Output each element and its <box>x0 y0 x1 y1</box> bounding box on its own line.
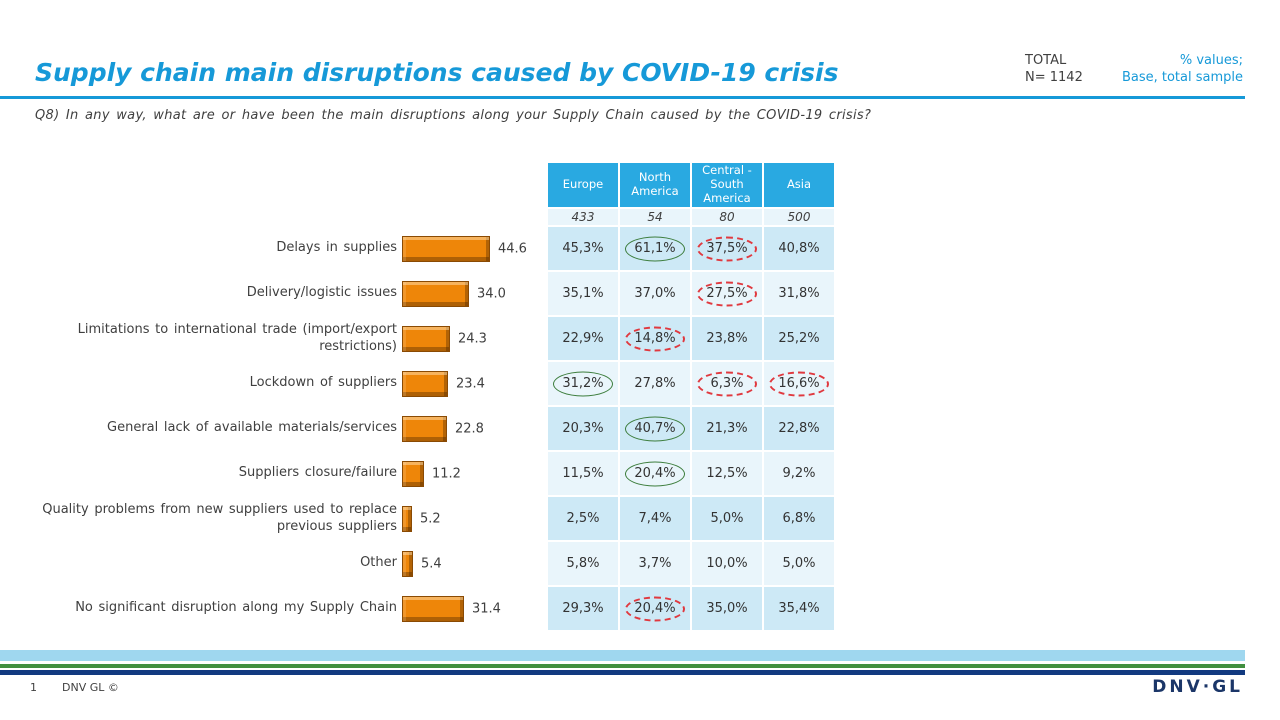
table-cell <box>764 272 834 315</box>
table-base-cell: 433 <box>548 209 618 225</box>
category-label: Limitations to international trade (import/export restrictions) <box>77 322 397 354</box>
table-cell-value: 11,5% <box>562 466 604 481</box>
table-cell <box>764 587 834 630</box>
table-cell <box>548 587 618 630</box>
table-cell-value: 31,2% <box>562 376 604 391</box>
copyright-text: DNV GL © <box>62 681 119 694</box>
question-text: Q8) In any way, what are or have been the main disruptions along your Supply Chain caused by the COVID-19 crisis? <box>35 108 872 123</box>
total-block <box>1025 53 1083 87</box>
footer-stripe-green <box>0 664 1245 668</box>
table-cell <box>548 407 618 450</box>
table-cell-value: 23,8% <box>706 331 748 346</box>
table-cell-value: 9,2% <box>782 466 816 481</box>
bar <box>402 236 490 262</box>
chart-table-row <box>0 452 1280 495</box>
table-cell-value: 22,9% <box>562 331 604 346</box>
chart-table-row <box>0 497 1280 540</box>
table-cell-value: 5,0% <box>710 511 744 526</box>
table-cell <box>620 272 690 315</box>
bar-value-label: 23.4 <box>456 376 485 391</box>
table-cell-value: 2,5% <box>566 511 600 526</box>
bar <box>402 326 450 352</box>
table-cell <box>620 317 690 360</box>
table-cell-value: 5,8% <box>566 556 600 571</box>
chart-table-row <box>0 227 1280 270</box>
table-column-header: Asia <box>764 163 834 207</box>
table-cell <box>692 542 762 585</box>
chart-table-row <box>0 407 1280 450</box>
table-cell <box>620 407 690 450</box>
bar <box>402 596 464 622</box>
table-cell-value: 20,4% <box>634 601 676 616</box>
table-cell-value: 31,8% <box>778 286 820 301</box>
category-label: Delays in supplies <box>276 240 397 256</box>
table-column-header: Europe <box>548 163 618 207</box>
table-cell <box>548 362 618 405</box>
table-cell <box>692 452 762 495</box>
bar-value-label: 24.3 <box>458 331 487 346</box>
table-cell <box>620 587 690 630</box>
bar-value-label: 5.2 <box>420 511 441 526</box>
category-label: Suppliers closure/failure <box>238 465 397 481</box>
note-line-1: % values; <box>1179 53 1243 68</box>
table-cell <box>692 587 762 630</box>
category-label: Delivery/logistic issues <box>246 285 397 301</box>
table-cell <box>764 317 834 360</box>
table-cell <box>548 452 618 495</box>
title-underline <box>0 96 1245 99</box>
chart-table-row <box>0 587 1280 630</box>
bar-value-label: 34.0 <box>477 286 506 301</box>
table-cell-value: 29,3% <box>562 601 604 616</box>
chart-table-row <box>0 362 1280 405</box>
bar-value-label: 5.4 <box>421 556 442 571</box>
footer-stripe-lightblue <box>0 650 1245 661</box>
table-column-header: Central - South America <box>692 163 762 207</box>
table-base-cell: 54 <box>620 209 690 225</box>
table-cell-value: 27,5% <box>706 286 748 301</box>
table-cell <box>764 497 834 540</box>
chart-table-row <box>0 542 1280 585</box>
table-cell-value: 20,3% <box>562 421 604 436</box>
bar <box>402 371 448 397</box>
bar-value-label: 11.2 <box>432 466 461 481</box>
table-cell-value: 6,8% <box>782 511 816 526</box>
table-cell <box>692 362 762 405</box>
dnv-gl-logo: DNV·GL <box>1152 677 1243 697</box>
table-cell <box>548 542 618 585</box>
bar <box>402 551 413 577</box>
table-cell-value: 61,1% <box>634 241 676 256</box>
table-cell <box>620 227 690 270</box>
category-label: Other <box>360 555 397 571</box>
table-cell <box>764 542 834 585</box>
category-label: Quality problems from new suppliers used to replace previous suppliers <box>42 502 397 534</box>
table-cell <box>692 497 762 540</box>
table-cell-value: 21,3% <box>706 421 748 436</box>
bar <box>402 506 412 532</box>
total-label: TOTAL <box>1025 53 1067 68</box>
table-cell <box>620 362 690 405</box>
table-cell <box>548 227 618 270</box>
table-cell-value: 22,8% <box>778 421 820 436</box>
table-base-cell: 500 <box>764 209 834 225</box>
table-cell <box>620 452 690 495</box>
table-cell <box>548 272 618 315</box>
bar <box>402 416 447 442</box>
page-number: 1 <box>30 681 37 694</box>
table-cell-value: 35,4% <box>778 601 820 616</box>
table-cell <box>548 317 618 360</box>
table-cell-value: 14,8% <box>634 331 676 346</box>
bar-value-label: 22.8 <box>455 421 484 436</box>
table-base-cell: 80 <box>692 209 762 225</box>
table-cell <box>764 227 834 270</box>
table-cell-value: 37,5% <box>706 241 748 256</box>
table-cell-value: 40,8% <box>778 241 820 256</box>
table-cell <box>692 272 762 315</box>
table-cell <box>764 452 834 495</box>
table-cell-value: 35,0% <box>706 601 748 616</box>
table-cell <box>620 542 690 585</box>
table-cell-value: 10,0% <box>706 556 748 571</box>
table-cell <box>764 407 834 450</box>
table-cell-value: 5,0% <box>782 556 816 571</box>
bar <box>402 461 424 487</box>
table-cell-value: 16,6% <box>778 376 820 391</box>
chart-table-row <box>0 272 1280 315</box>
table-cell-value: 27,8% <box>634 376 676 391</box>
table-cell <box>692 407 762 450</box>
values-note <box>1122 53 1243 87</box>
table-cell-value: 12,5% <box>706 466 748 481</box>
table-cell-value: 3,7% <box>638 556 672 571</box>
table-column-header: North America <box>620 163 690 207</box>
bar <box>402 281 469 307</box>
table-cell <box>692 317 762 360</box>
table-cell <box>620 497 690 540</box>
table-cell <box>692 227 762 270</box>
table-cell <box>548 497 618 540</box>
footer-stripe-navy <box>0 670 1245 675</box>
bar-value-label: 44.6 <box>498 241 527 256</box>
table-cell-value: 7,4% <box>638 511 672 526</box>
category-label: Lockdown of suppliers <box>249 375 397 391</box>
table-cell-value: 6,3% <box>710 376 744 391</box>
table-cell-value: 45,3% <box>562 241 604 256</box>
chart-table-row <box>0 317 1280 360</box>
table-cell-value: 35,1% <box>562 286 604 301</box>
category-label: General lack of available materials/services <box>107 420 397 436</box>
note-line-2: Base, total sample <box>1121 69 1243 85</box>
table-cell-value: 40,7% <box>634 421 676 436</box>
total-n-value: N= 1142 <box>1025 69 1083 85</box>
table-cell-value: 25,2% <box>778 331 820 346</box>
table-cell-value: 37,0% <box>634 286 676 301</box>
table-cell <box>764 362 834 405</box>
table-cell-value: 20,4% <box>634 466 676 481</box>
category-label: No significant disruption along my Supply Chain <box>75 600 397 616</box>
slide-title: Supply chain main disruptions caused by COVID-19 crisis <box>35 58 839 87</box>
bar-value-label: 31.4 <box>472 601 501 616</box>
